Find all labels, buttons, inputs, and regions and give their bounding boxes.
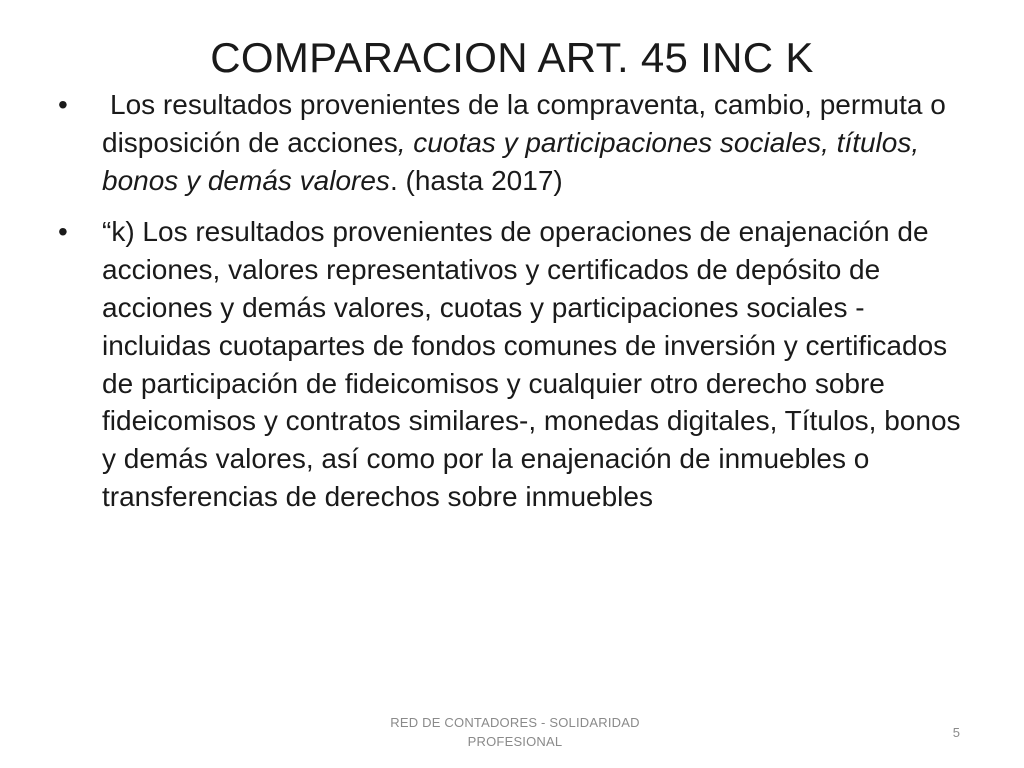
bullet-icon: • bbox=[58, 89, 68, 120]
bullet-icon: • bbox=[58, 216, 68, 248]
bullet-2-text: “k) Los resultados provenientes de operaciones de enajenación de acciones, valores representativos y certificados de depósito de acciones y demás valores, cuotas y participaciones sociales -incluidas cuotapartes de fondos comunes de inversión y certificados de participación de fideicomisos y cualquier otro derecho sobre fideicomisos y contratos similares-, monedas digitales, Títulos, bonos y demás valores, así como por la enajenación de inmuebles o transferencias de derechos sobre inmuebles bbox=[102, 216, 961, 512]
bullet-item-2 bbox=[58, 213, 968, 515]
bullet-1-tail-text: . (hasta 2017) bbox=[389, 164, 563, 196]
bullet-item-1 bbox=[58, 86, 968, 199]
bullet-1-text: Los resultados provenientes de la compraventa, cambio, permuta o disposición de acciones bbox=[102, 89, 946, 158]
bullet-list bbox=[58, 86, 968, 516]
slide-title: COMPARACION ART. 45 INC K bbox=[210, 34, 814, 81]
footer-text: RED DE CONTADORES - SOLIDARIDAD PROFESIONAL bbox=[390, 715, 640, 749]
bullet-1-italic-text: , cuotas y participaciones sociales, títulos, bonos y demás valores bbox=[102, 126, 920, 196]
page-number: 5 bbox=[952, 725, 960, 740]
